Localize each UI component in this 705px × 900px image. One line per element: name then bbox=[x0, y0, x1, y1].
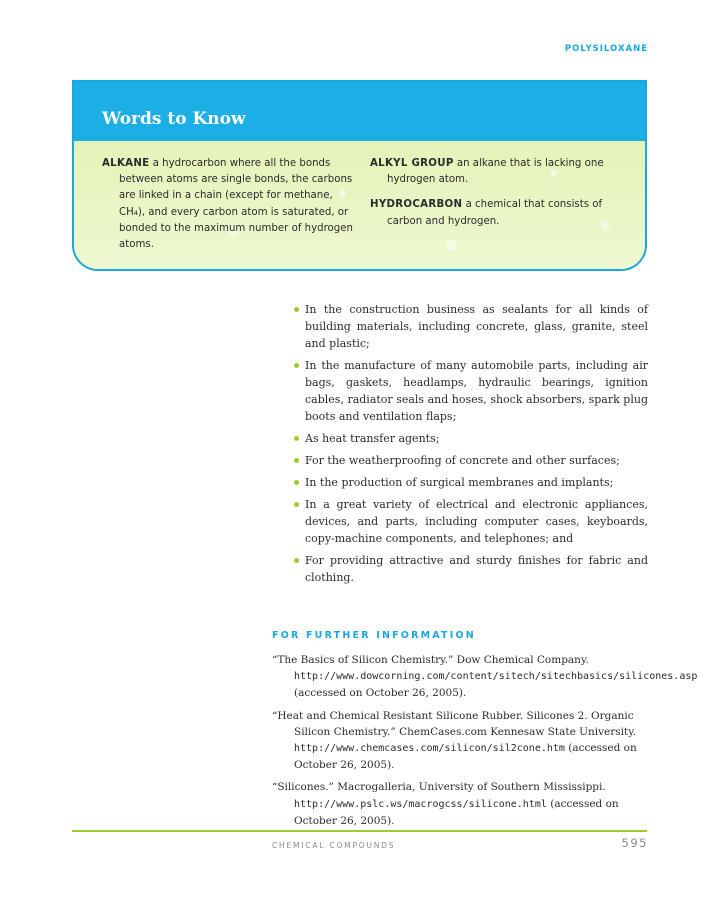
glossary-definition: a chemical that consists of carbon and hydrogen. bbox=[387, 199, 603, 227]
bullet-dot-icon bbox=[294, 558, 299, 563]
further-information-heading: FOR FURTHER INFORMATION bbox=[272, 630, 476, 641]
bullet-dot-icon bbox=[294, 480, 299, 485]
bullet-item: For the weatherproofing of concrete and other surfaces; bbox=[293, 452, 648, 469]
reference-item: “Heat and Chemical Resistant Silicone Rubber. Silicones 2. Organic Silicon Chemistry.” ChemCases.com Kennesaw State University. http://www.chemcases.com/silicon/sil2cone.htm (accessed on October 26, 2005). bbox=[272, 709, 637, 772]
words-to-know-body bbox=[74, 141, 645, 271]
glossary-term: HYDROCARBON bbox=[370, 199, 463, 211]
footer-rule bbox=[72, 830, 647, 832]
page-number: 595 bbox=[621, 836, 648, 850]
glossary-entry-hydrocarbon bbox=[370, 197, 628, 229]
uses-bullet-list bbox=[293, 301, 648, 591]
bullet-dot-icon bbox=[294, 502, 299, 507]
bullet-dot-icon bbox=[294, 307, 299, 312]
bullet-item: In a great variety of electrical and electronic appliances, devices, and parts, including computer cases, keyboards, copy-machine components, and telephones; and bbox=[293, 496, 648, 547]
glossary-entry-alkane bbox=[102, 156, 354, 253]
words-to-know-title: Words to Know bbox=[102, 109, 246, 129]
reference-link[interactable]: http://www.pslc.ws/macrogcss/silicone.html bbox=[294, 798, 547, 810]
bullet-dot-icon bbox=[294, 436, 299, 441]
glossary-term: ALKYL GROUP bbox=[370, 158, 454, 169]
bullet-dot-icon bbox=[294, 363, 299, 368]
glossary-definition: an alkane that is lacking one hydrogen atom. bbox=[387, 158, 604, 186]
bullet-item: In the manufacture of many automobile parts, including air bags, gaskets, headlamps, hydraulic bearings, ignition cables, radiator seals and hoses, shock absorbers, spark plug boots and ventilation flaps; bbox=[293, 357, 648, 425]
glossary-term: ALKANE bbox=[102, 158, 150, 169]
glossary-column-left bbox=[102, 156, 354, 262]
reference-list bbox=[272, 652, 698, 835]
reference-link[interactable]: http://www.dowcorning.com/content/sitech/sitechbasics/silicones.asp bbox=[294, 671, 698, 683]
reference-link[interactable]: http://www.chemcases.com/silicon/sil2cone.htm bbox=[294, 743, 565, 755]
words-to-know-header bbox=[74, 82, 645, 141]
glossary-definition: a hydrocarbon where all the bonds between atoms are single bonds, the carbons are linked in a chain (except for methane, CH₄), and every carbon atom is saturated, or bonded to the maximum number of hydrogen atoms. bbox=[119, 158, 353, 251]
glossary-entry-alkyl-group bbox=[370, 156, 628, 188]
glossary-column-right bbox=[370, 156, 628, 239]
bullet-item: In the production of surgical membranes and implants; bbox=[293, 474, 648, 491]
reference-item: “Silicones.” Macrogalleria, University of Southern Mississippi. http://www.pslc.ws/macrogcss/silicone.html (accessed on October 26, 2005). bbox=[272, 781, 619, 827]
bullet-item: In the construction business as sealants for all kinds of building materials, including concrete, glass, granite, steel and plastic; bbox=[293, 301, 648, 352]
running-head: POLYSILOXANE bbox=[564, 44, 648, 54]
bullet-item: For providing attractive and sturdy finishes for fabric and clothing. bbox=[293, 552, 648, 586]
footer-book-title: CHEMICAL COMPOUNDS bbox=[272, 841, 396, 850]
bullet-item: As heat transfer agents; bbox=[293, 430, 648, 447]
reference-item: “The Basics of Silicon Chemistry.” Dow Chemical Company. http://www.dowcorning.com/content/sitech/sitechbasics/silicones.asp (accessed on October 26, 2005). bbox=[272, 654, 698, 700]
words-to-know-box bbox=[72, 80, 647, 271]
bullet-dot-icon bbox=[294, 458, 299, 463]
